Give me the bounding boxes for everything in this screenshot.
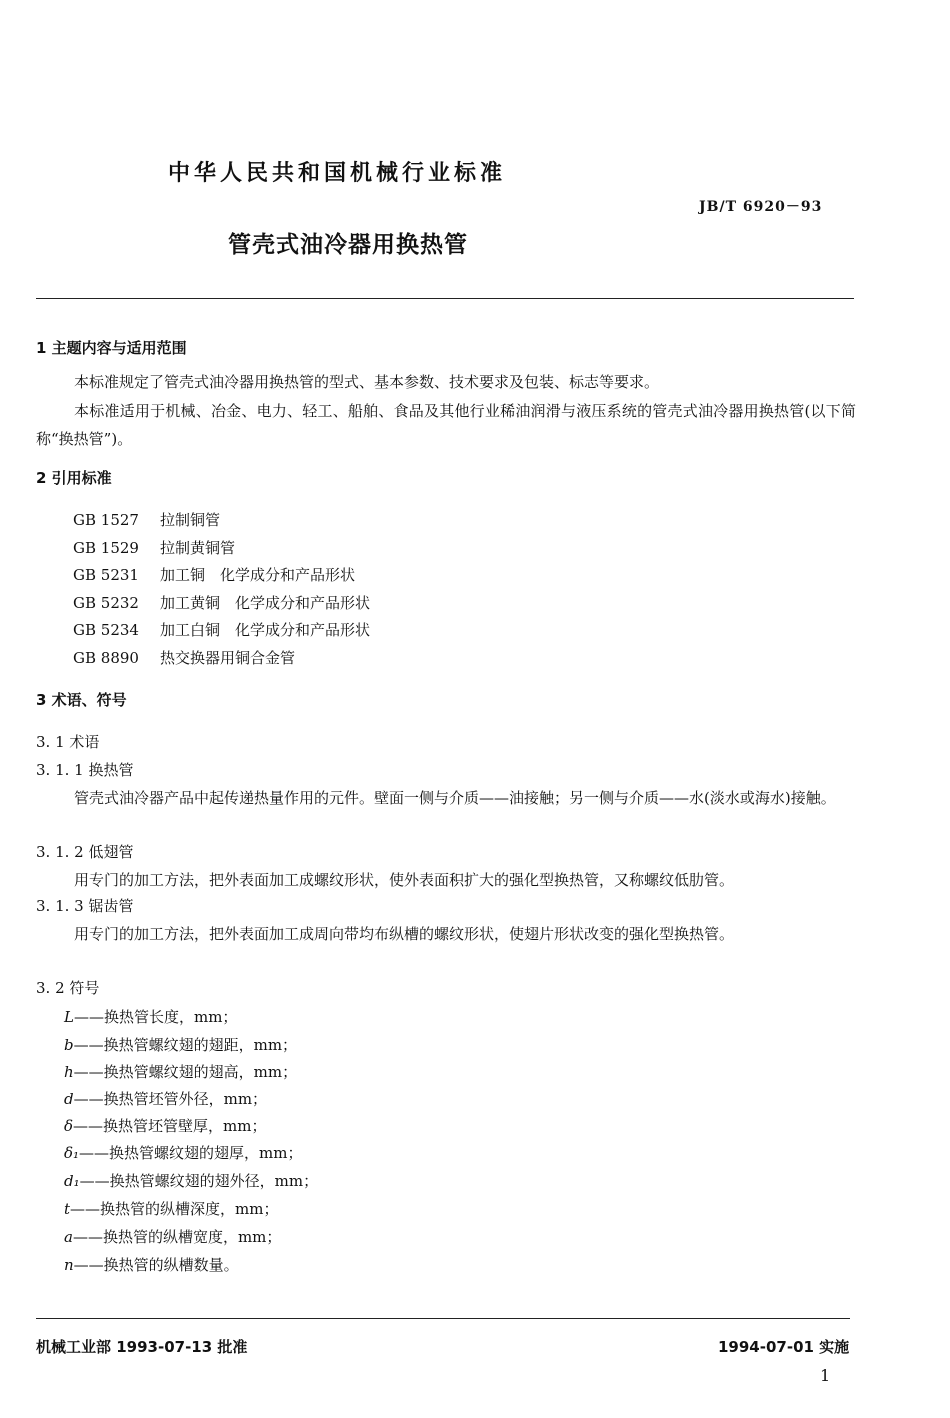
ref-code: GB 8890: [73, 649, 139, 667]
effective-date: 1994-07-01 实施: [718, 1338, 850, 1356]
ref-name: 拉制黄铜管: [160, 539, 236, 557]
section-3-1-3-heading: 3. 1. 3 锯齿管: [36, 897, 134, 915]
ref-code: GB 5234: [73, 621, 139, 639]
symbol-row: [64, 1061, 297, 1082]
symbol-row: [64, 1254, 239, 1275]
section-1-paragraph-1: 本标准规定了管壳式油冷器用换热管的型式、基本参数、技术要求及包装、标志等要求。: [74, 373, 660, 391]
symbol-row: [64, 1170, 318, 1191]
ref-name: 加工铜 化学成分和产品形状: [160, 566, 356, 584]
top-divider: [36, 298, 854, 299]
section-3-1-1-text: 管壳式油冷器产品中起传递热量作用的元件。壁面一侧与介质——油接触；另一侧与介质——水(淡水或海水)接触。: [74, 789, 836, 807]
symbol: δ₁: [64, 1144, 80, 1162]
symbol-definition: ——换热管坯管外径，mm；: [73, 1090, 268, 1108]
standard-body-title: 中华人民共和国机械行业标准: [168, 161, 507, 186]
symbol: d: [64, 1090, 74, 1108]
symbol: h: [64, 1063, 74, 1081]
ref-code: GB 1527: [73, 511, 139, 529]
symbol-definition: ——换热管的纵槽深度，mm；: [70, 1200, 279, 1218]
symbol-row: [64, 1115, 266, 1136]
section-3-1-1-heading: 3. 1. 1 换热管: [36, 761, 134, 779]
section-3-2-heading: 3. 2 符号: [36, 979, 100, 997]
symbol-definition: ——换热管螺纹翅的翅距，mm；: [73, 1036, 298, 1054]
symbol-row: [64, 1088, 267, 1109]
section-2-heading: 2 引用标准: [36, 469, 112, 487]
document-title: 管壳式油冷器用换热管: [228, 232, 468, 258]
section-3-1-3-text: 用专门的加工方法，把外表面加工成周向带均布纵槽的螺纹形状，使翅片形状改变的强化型换热管。: [74, 925, 735, 943]
symbol: d₁: [64, 1172, 80, 1190]
ref-name: 拉制铜管: [160, 511, 221, 529]
section-3-1-heading: 3. 1 术语: [36, 733, 100, 751]
section-3-heading: 3 术语、符号: [36, 691, 127, 709]
section-1-paragraph-2: 本标准适用于机械、冶金、电力、轻工、船舶、食品及其他行业稀油润滑与液压系统的管壳式油冷器用换热管(以下简称“换热管”)。: [36, 402, 856, 448]
symbol-definition: ——换热管螺纹翅的翅外径，mm；: [79, 1172, 319, 1190]
page-number: 1: [820, 1366, 831, 1385]
symbol-row: [64, 1034, 297, 1055]
approval-date: 机械工业部 1993-07-13 批准: [36, 1338, 248, 1356]
symbol: t: [64, 1200, 71, 1218]
symbol: b: [64, 1036, 74, 1054]
ref-code: GB 5231: [73, 566, 139, 584]
ref-code: GB 1529: [73, 539, 139, 557]
symbol-definition: ——换热管坯管壁厚，mm；: [73, 1117, 267, 1135]
ref-code: GB 5232: [73, 594, 139, 612]
symbol-row: [64, 1226, 281, 1247]
symbol-definition: ——换热管长度，mm；: [73, 1008, 238, 1026]
section-3-1-2-heading: 3. 1. 2 低翅管: [36, 843, 134, 861]
symbol-definition: ——换热管螺纹翅的翅高，mm；: [73, 1063, 298, 1081]
symbol-definition: ——换热管的纵槽宽度，mm；: [72, 1228, 282, 1246]
standard-code: JB/T 6920－93: [699, 199, 823, 215]
ref-name: 加工黄铜 化学成分和产品形状: [160, 594, 371, 612]
symbol: L: [64, 1008, 74, 1026]
ref-name: 热交换器用铜合金管: [160, 649, 296, 667]
symbol: n: [64, 1256, 74, 1274]
symbol-row: [64, 1006, 237, 1027]
symbol-row: [64, 1142, 303, 1163]
section-1-heading: 1 主题内容与适用范围: [36, 339, 187, 357]
ref-name: 加工白铜 化学成分和产品形状: [160, 621, 371, 639]
symbol: a: [64, 1228, 73, 1246]
symbol-definition: ——换热管螺纹翅的翅厚，mm；: [79, 1144, 303, 1162]
symbol-row: [64, 1198, 278, 1219]
bottom-divider: [36, 1318, 850, 1319]
symbol: δ: [64, 1117, 74, 1135]
symbol-definition: ——换热管的纵槽数量。: [73, 1256, 239, 1274]
section-3-1-2-text: 用专门的加工方法，把外表面加工成螺纹形状，使外表面积扩大的强化型换热管，又称螺纹低肋管。: [74, 871, 735, 889]
